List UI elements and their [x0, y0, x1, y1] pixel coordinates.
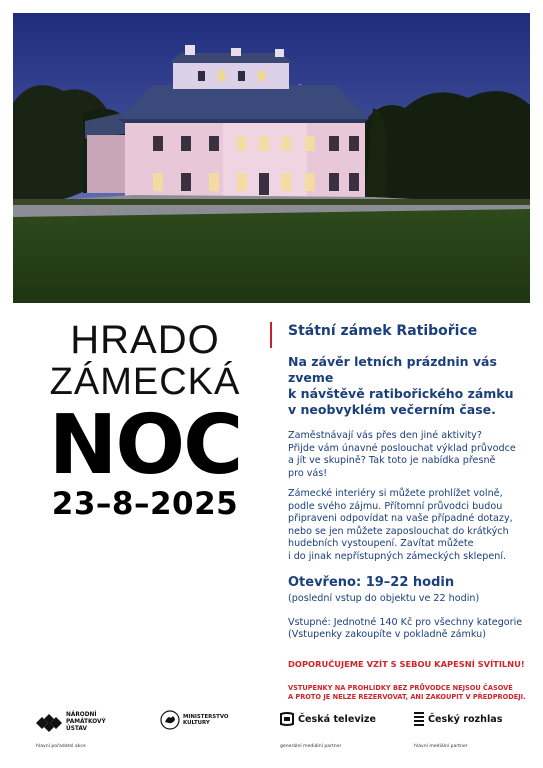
ct-icon: [280, 712, 294, 726]
mk-name: MINISTERSTVO KULTURY: [183, 713, 229, 726]
paragraph-2: Zámecké interiéry si můžete prohlížet volně, podle svého zájmu. Přítomní průvodci budou připraveni odpovídat na vaše případné dotazy, nebo se jen můžete zaposlouchat do krátkých hudebních vystoupení. Zavítat můžete i do jinak nepřístupných zámeckých sklepení.: [288, 488, 513, 562]
ct-logo: [280, 712, 376, 726]
paragraph-1: Zaměstnávají vás přes den jiné aktivity? Přijde vám únavné poslouchat výklad průvodce a jít ve skupině? Tak toto je nabídka přesně pro vás!: [288, 430, 516, 479]
event-title: [40, 318, 250, 522]
cr-name: Český rozhlas: [428, 713, 503, 725]
venue-heading: Státní zámek Ratibořice: [288, 323, 478, 339]
lead-paragraph: Na závěr letních prázdnin vás zveme k návštěvě ratibořického zámku v neobvyklém večerním čase.: [288, 354, 514, 417]
info-column: [288, 322, 533, 702]
ct-name: Česká televize: [298, 713, 376, 725]
red-accent-line: [270, 322, 272, 348]
event-date: 23–8–2025: [51, 486, 239, 522]
npu-role: hlavní pořadatel akce: [36, 744, 86, 749]
ticket-note: VSTUPENKY NA PROHLÍDKY BEZ PRŮVODCE NEJSOU ČASOVÉ A PROTO JE NELZE REZERVOVAT, ANI ZAKOUPIT V PŘEDPRODEJI.: [288, 684, 526, 701]
npu-name: NÁRODNÍ PAMÁTKOVÝ ÚSTAV: [66, 712, 106, 732]
cr-logo: [414, 712, 502, 726]
npu-icon: [36, 714, 62, 732]
npu-logo: [36, 712, 106, 733]
cr-role: hlavní mediální partner: [414, 744, 468, 749]
opening-hours: Otevřeno: 19–22 hodin: [288, 575, 455, 590]
ministry-emblem-icon: [160, 710, 180, 730]
ct-role: generální mediální partner: [280, 744, 342, 749]
admission-price: Vstupné: Jednotné 140 Kč pro všechny kategorie (Vstupenky zakoupíte v pokladně zámku): [288, 617, 523, 640]
castle-photo: [13, 13, 530, 303]
title-line-3: NOC: [48, 398, 242, 493]
flashlight-warning: DOPORUČUJEME VZÍT S SEBOU KAPESNÍ SVÍTILNU!: [288, 659, 525, 669]
mk-logo: [160, 710, 229, 730]
title-line-2: ZÁMECKÁ: [49, 361, 241, 403]
cr-icon: [414, 712, 424, 726]
title-line-1: HRADO: [70, 318, 220, 362]
last-entry-note: (poslední vstup do objektu ve 22 hodin): [288, 593, 480, 604]
partner-logos: [30, 708, 520, 756]
